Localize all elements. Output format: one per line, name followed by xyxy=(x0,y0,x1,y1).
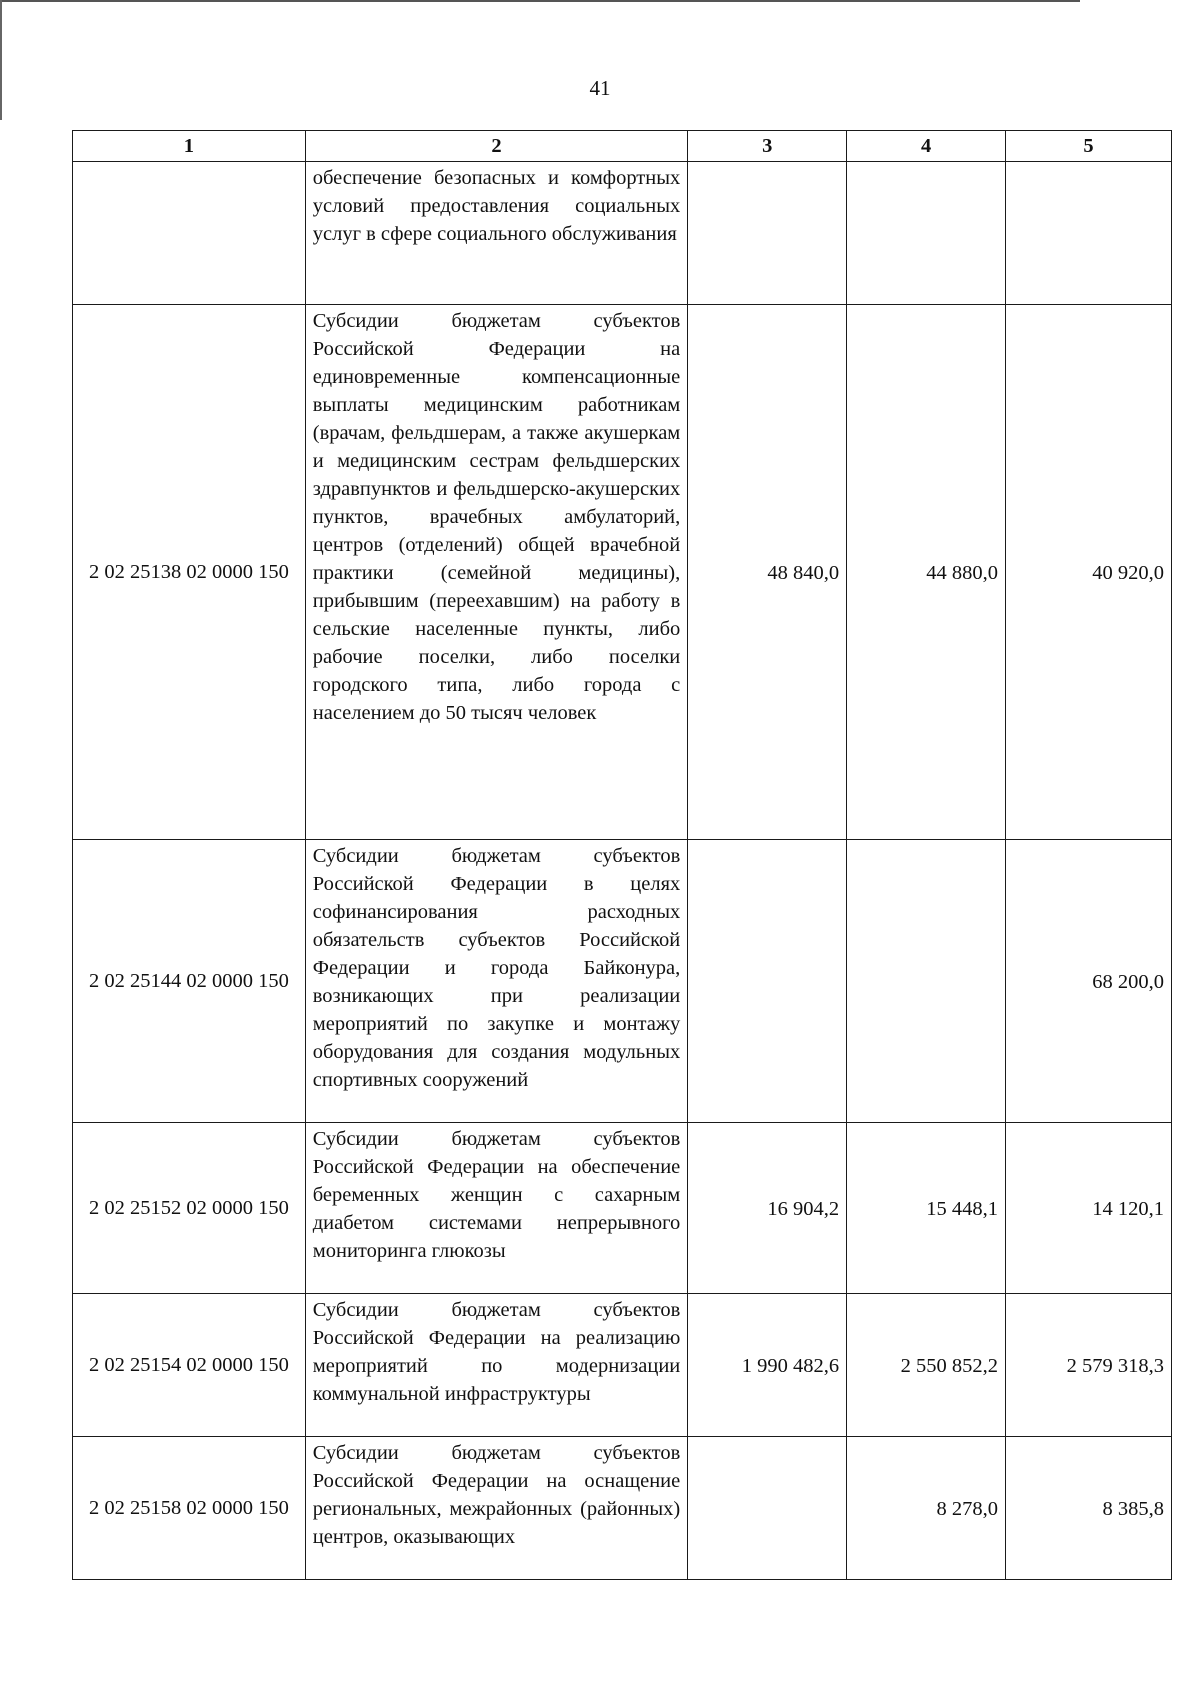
row-value-col-4: 8 278,0 xyxy=(847,1437,1006,1580)
row-value-col-4: 15 448,1 xyxy=(847,1123,1006,1294)
header-col-1: 1 xyxy=(73,131,306,162)
row-value-col-4: 44 880,0 xyxy=(847,305,1006,840)
page-number: 41 xyxy=(589,76,611,100)
row-value-col-3: 48 840,0 xyxy=(688,305,847,840)
scan-top-edge xyxy=(0,0,1080,2)
row-description: Субсидии бюджетам субъектов Российской Федерации на реализацию мероприятий по модернизации коммунальной инфраструктуры xyxy=(305,1294,688,1437)
row-value-col-5: 14 120,1 xyxy=(1006,1123,1172,1294)
row-value-col-3: 16 904,2 xyxy=(688,1123,847,1294)
header-col-4: 4 xyxy=(847,131,1006,162)
row-value-col-5: 2 579 318,3 xyxy=(1006,1294,1172,1437)
row-description: обеспечение безопасных и комфортных условий предоставления социальных услуг в сфере социального обслуживания xyxy=(305,162,688,305)
row-description: Субсидии бюджетам субъектов Российской Федерации в целях софинансирования расходных обязательств субъектов Российской Федерации и города Байконура, возникающих при реализации мероприятий по закупке и монтажу оборудования для создания модульных спортивных сооружений xyxy=(305,840,688,1123)
header-col-2: 2 xyxy=(305,131,688,162)
row-code: 2 02 25144 02 0000 150 xyxy=(73,840,306,1123)
row-code xyxy=(73,162,306,305)
table-row xyxy=(73,162,1172,305)
row-value-col-4 xyxy=(847,840,1006,1123)
row-description: Субсидии бюджетам субъектов Российской Федерации на единовременные компенсационные выплаты медицинским работникам (врачам, фельдшерам, а также акушеркам и медицинским сестрам фельдшерских здравпунктов и фельдшерско-акушерских пунктов, врачебных амбулаторий, центров (отделений) общей врачебной практики (семейной медицины), прибывшим (переехавшим) на работу в сельские населенные пункты, либо рабочие поселки, либо поселки городского типа, либо города с населением до 50 тысяч человек xyxy=(305,305,688,840)
table-row xyxy=(73,1123,1172,1294)
table-row xyxy=(73,1294,1172,1437)
row-code: 2 02 25152 02 0000 150 xyxy=(73,1123,306,1294)
table-header-row xyxy=(73,131,1172,162)
row-value-col-4: 2 550 852,2 xyxy=(847,1294,1006,1437)
scan-left-edge xyxy=(0,0,2,120)
row-value-col-5 xyxy=(1006,162,1172,305)
row-description: Субсидии бюджетам субъектов Российской Федерации на оснащение региональных, межрайонных (районных) центров, оказывающих xyxy=(305,1437,688,1580)
table-row xyxy=(73,840,1172,1123)
budget-revenue-table xyxy=(72,130,1172,1580)
row-value-col-3 xyxy=(688,840,847,1123)
row-value-col-5: 40 920,0 xyxy=(1006,305,1172,840)
table-row xyxy=(73,1437,1172,1580)
table-row xyxy=(73,305,1172,840)
row-value-col-4 xyxy=(847,162,1006,305)
header-col-3: 3 xyxy=(688,131,847,162)
row-value-col-3 xyxy=(688,1437,847,1580)
row-value-col-5: 8 385,8 xyxy=(1006,1437,1172,1580)
row-value-col-5: 68 200,0 xyxy=(1006,840,1172,1123)
row-description: Субсидии бюджетам субъектов Российской Федерации на обеспечение беременных женщин с сахарным диабетом системами непрерывного мониторинга глюкозы xyxy=(305,1123,688,1294)
row-value-col-3: 1 990 482,6 xyxy=(688,1294,847,1437)
row-code: 2 02 25154 02 0000 150 xyxy=(73,1294,306,1437)
row-code: 2 02 25158 02 0000 150 xyxy=(73,1437,306,1580)
row-value-col-3 xyxy=(688,162,847,305)
row-code: 2 02 25138 02 0000 150 xyxy=(73,305,306,840)
header-col-5: 5 xyxy=(1006,131,1172,162)
